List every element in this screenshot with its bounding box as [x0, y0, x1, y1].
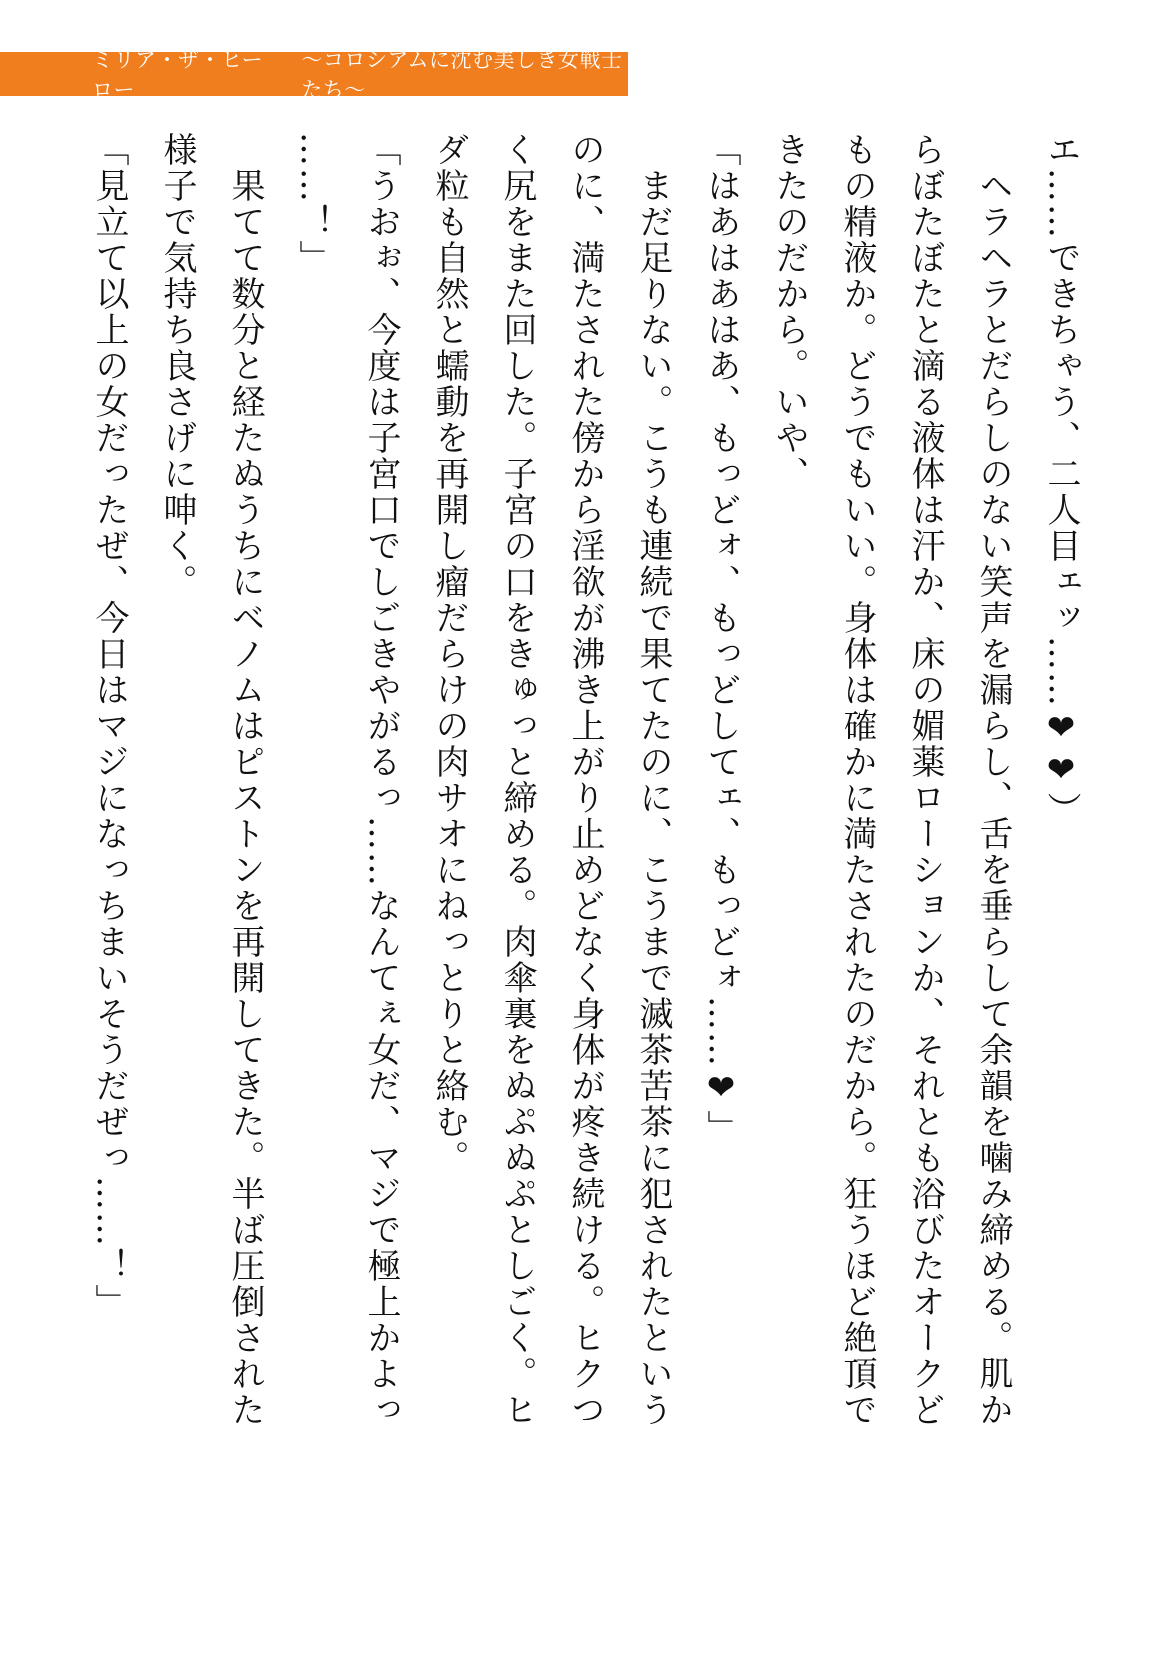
text-line: 「見立て以上の女だったぜ、今日はマジになっちまいそうだぜっ……！」 [89, 132, 129, 1320]
text-line: きたのだから。いや、 [769, 132, 809, 492]
text-line: まだ足りない。こうも連続で果てたのに、こうまで滅茶苦茶に犯されたという [633, 132, 673, 1428]
running-header [0, 48, 628, 102]
vertical-body-text [85, 132, 1095, 1622]
text-line: ダ粒も自然と蠕動を再開し瘤だらけの肉サオにねっとりと絡む。 [429, 132, 469, 1176]
text-line: ……！」 [293, 132, 333, 276]
text-line: ヘラヘラとだらしのない笑声を漏らし、舌を垂らして余韻を噛み締める。肌か [973, 132, 1013, 1428]
text-line: らぼたぼたと滴る液体は汗か、床の媚薬ローションか、それとも浴びたオークど [905, 132, 945, 1428]
text-line: エ……できちゃう、二人目ェッ……❤❤） [1041, 132, 1081, 828]
text-line: 果てて数分と経たぬうちにベノムはピストンを再開してきた。半ば圧倒された [225, 132, 265, 1428]
series-title: ミリア・ザ・ヒーロー [92, 48, 264, 102]
series-subtitle: 〜コロシアムに沈む美しき女戦士たち〜 [301, 48, 623, 102]
text-line: のに、満たされた傍から淫欲が沸き上がり止めどなく身体が疼き続ける。ヒクつ [565, 132, 605, 1428]
text-line: く尻をまた回した。子宮の口をきゅっと締める。肉傘裏をぬぷぬぷとしごく。ヒ [497, 132, 537, 1428]
text-line: 「うおぉ、今度は子宮口でしごきやがるっ……なんてぇ女だ、マジで極上かよっ [361, 132, 401, 1428]
text-line: もの精液か。どうでもいい。身体は確かに満たされたのだから。狂うほど絶頂で [837, 132, 877, 1428]
text-line: 様子で気持ち良さげに呻く。 [157, 132, 197, 600]
text-line: 「はあはあはあ、もっどォ、もっどしてェ、もっどォ……❤」 [701, 132, 741, 1146]
